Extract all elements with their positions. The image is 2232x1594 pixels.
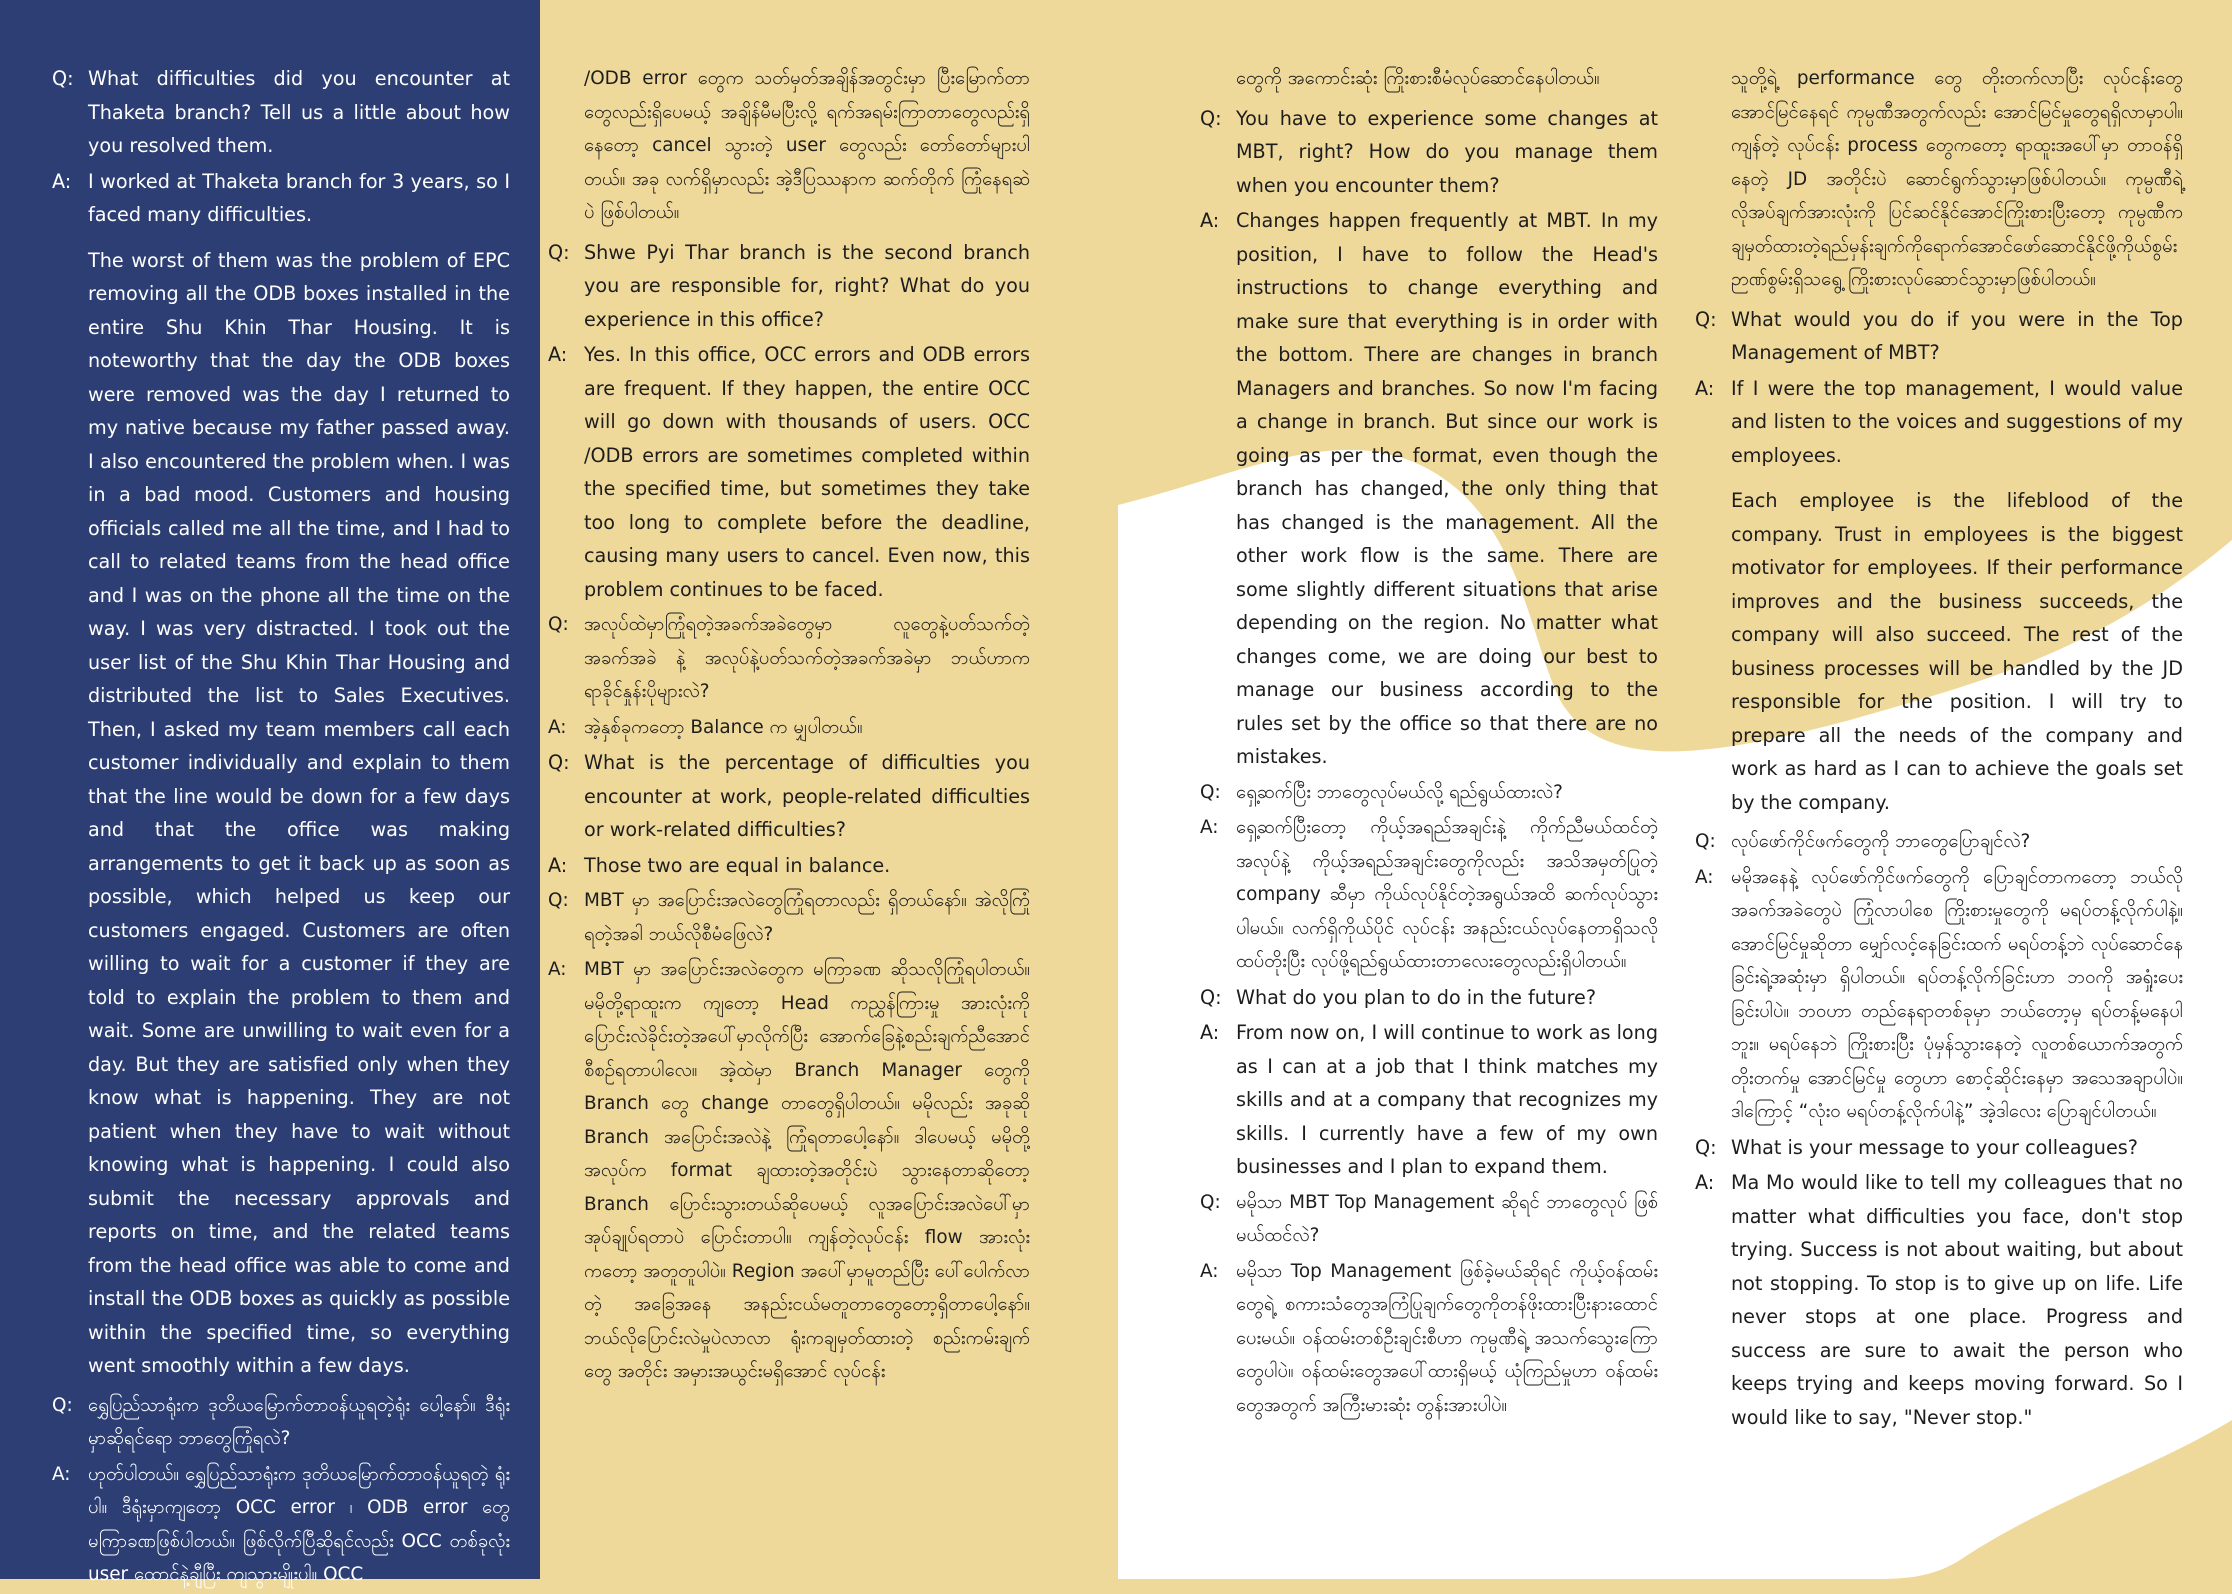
qa-text: What is your message to your colleagues?	[1731, 1135, 2138, 1159]
qa-text: လုပ်ဖော်ကိုင်ဖက်တွေကို ဘာတွေပြောချင်လဲ?	[1731, 831, 2031, 852]
qa-text: ဟုတ်ပါတယ်။ ရွှေပြည်သာရုံးက ဒုတိယမြောက်တာဝန်ယူရတဲ့ ရုံးပါ။ ဒီရုံးမှာကျတော့ OCC error ၊ ODB error တွေ မကြာခဏဖြစ်ပါတယ်။ ဖြစ်လိုက်ပြီဆိုရင်လည်း OCC တစ်ခုလုံး user ထောင်နဲ့ချီပြီး ကျသွားမျိုးပါ။ OCC	[88, 1463, 510, 1585]
answer-block	[548, 849, 1030, 883]
question-block	[548, 608, 1030, 709]
answer-continuation: တွေကို အကောင်းဆုံး ကြိုးစားစီမံလုပ်ဆောင်နေပါတယ်။	[1236, 68, 1600, 89]
question-block	[1695, 825, 2183, 859]
answer-block	[1695, 1166, 2183, 1434]
question-block	[1200, 1186, 1658, 1253]
question-block	[548, 236, 1030, 337]
qa-tag: A:	[1200, 209, 1220, 232]
qa-text: ရှေ့ဆက်ပြီး ဘာတွေလုပ်မယ်လို့ ရည်ရွယ်ထားလဲ?	[1236, 781, 1563, 803]
answer-block	[1200, 811, 1658, 979]
qa-tag: A:	[548, 959, 567, 980]
answer-block	[548, 338, 1030, 606]
question-block	[1200, 102, 1658, 203]
answer-block	[1695, 372, 2183, 473]
answer-block	[548, 953, 1030, 1389]
qa-text: ရှေ့ဆက်ပြီးတော့ ကိုယ့်အရည်အချင်းနဲ့ ကိုက်ညီမယ်ထင်တဲ့အလုပ်နဲ့ ကိုယ့်အရည်အချင်းတွေကိုလည်း အသိအမှတ်ပြုတဲ့ company ဆီမှာ ကိုယ်လုပ်နိုင်တဲ့အရွယ်အထိ ဆက်လုပ်သွားပါမယ်။ လက်ရှိကိုယ်ပိုင် လုပ်ငန်း အနည်းငယ်လုပ်နေတာရှိသလို ထပ်တိုးပြီး လုပ်ဖို့ရည်ရွယ်ထားတာလေးတွေလည်းရှိပါတယ်။	[1236, 817, 1658, 972]
question-block	[548, 884, 1030, 951]
qa-tag: A:	[548, 716, 567, 738]
question-block	[1200, 776, 1658, 810]
qa-text: You have to experience some changes at MBT, right? How do you manage them when you encounter them?	[1236, 106, 1658, 197]
answer-paragraph: Each employee is the lifeblood of the company. Trust in employees is the biggest motivator for employees. If their performance improves and the business succeeds, the company will also succeed. The rest of the business processes will be handled by the JD responsible for the position. I will try to prepare all the needs of the company and work as hard as I can to achieve the goals set by the company.	[1731, 489, 2183, 814]
qa-tag: A:	[52, 1463, 71, 1485]
qa-text: MBT မှာ အပြောင်းအလဲတွေက မကြာခဏ ဆိုသလိုကြုံရပါတယ်။ မမိုတို့ရာထူးက ကျတော့ Head ကညွှန်ကြားမှု အားလုံးကို ပြောင်းလဲခိုင်းတဲ့အပေါ်မှာလိုက်ပြီး အောက်ခြေနဲ့စည်းချက်ညီအောင် စီစဉ်ရတာပါလေ။ အဲ့ထဲမှာ Branch Manager တွေကို Branch တွေ change တာတွေရှိပါတယ်။ မမိုလည်း အခုဆို Branch အပြောင်းအလဲနဲ့ ကြုံရတာပေါ့နော်။ ဒါပေမယ့် မမိုတို့အလုပ်က format ချထားတဲ့အတိုင်းပဲ သွားနေတာဆိုတော့ Branch ပြောင်းသွားတယ်ဆိုပေမယ့် လူအပြောင်းအလဲပေါ်မှာ အုပ်ချုပ်ရတာပဲ ပြောင်းတာပါ။ ကျန်တဲ့လုပ်ငန်း flow အားလုံးကတော့ အတူတူပါပဲ။ Region အပေါ်မှာမူတည်ပြီး ပေါ်ပေါက်လာတဲ့ အခြေအနေ အနည်းငယ်မတူတာတွေတော့ရှိတာပေါ့နော်။ ဘယ်လိုပြောင်းလဲမှုပဲလာလာ ရုံးကချမှတ်ထားတဲ့ စည်းကမ်းချက်တွေ အတိုင်း အမှားအယွင်းမရှိအောင် လုပ်ငန်း	[584, 959, 1030, 1382]
answer-continuation: သူတို့ရဲ့ performance တွေ တိုးတက်လာပြီး လုပ်ငန်းတွေ အောင်မြင်နေရင် ကုမ္ပဏီအတွက်လည်း အောင်မြင်မှုတွေရရှိလာမှာပါ။ ကျန်တဲ့ လုပ်ငန်း process တွေကတော့ ရာထူးအပေါ်မှာ တာဝန်ရှိနေတဲ့ JD အတိုင်းပဲ ဆောင်ရွက်သွားမှာဖြစ်ပါတယ်။ ကုမ္ပဏီရဲ့လိုအပ်ချက်အားလုံးကို ပြင်ဆင်နိုင်အောင်ကြိုးစားပြီးတော့ ကုမ္ပဏီက ချမှတ်ထားတဲ့ရည်မှန်းချက်ကိုရောက်အောင်ဖော်ဆောင်နိုင်ဖို့ကိုယ်စွမ်းဉာဏ်စွမ်းရှိသရွေ့ ကြိုးစားလုပ်ဆောင်သွားမှာဖြစ်ပါတယ်။	[1731, 68, 2183, 290]
question-block	[1695, 303, 2183, 370]
qa-text: Shwe Pyi Thar branch is the second branch you are responsible for, right? What do you experience in this office?	[584, 240, 1030, 331]
qa-tag: A:	[548, 343, 568, 366]
qa-text: မမိုအနေနဲ့ လုပ်ဖော်ကိုင်ဖက်တွေကို ပြောချင်တာကတော့ ဘယ်လိုအခက်အခဲတွေပဲ ကြုံလာပါစေ ကြိုးစားမှုတွေကို မရပ်တန့်လိုက်ပါနဲ့။ အောင်မြင်မှုဆိုတာ မျှော်လင့်နေခြင်းထက် မရပ်တန့်ဘဲ လုပ်ဆောင်နေခြင်းရဲ့အဆုံးမှာ ရှိပါတယ်။ ရပ်တန့်လိုက်ခြင်းဟာ ဘဝကို အရှုံးပေးခြင်းပါပဲ။ ဘဝဟာ တည်နေရာတစ်ခုမှာ ဘယ်တော့မှ ရပ်တန့်မနေပါဘူး။ မရပ်နေဘဲ ကြိုးစားပြီး ပုံမှန်သွားနေတဲ့ လူတစ်ယောက်အတွက် တိုးတက်မှု အောင်မြင်မှု တွေဟာ စောင့်ဆိုင်းနေမှာ အသေအချာပါပဲ။ ဒါကြောင့် “လုံးဝ မရပ်တန့်လိုက်ပါနဲ့” အဲ့ဒါလေး ပြောချင်ပါတယ်။	[1731, 866, 2183, 1122]
qa-text: What do you plan to do in the future?	[1236, 985, 1597, 1009]
question-block	[52, 62, 510, 163]
qa-tag: A:	[1695, 376, 1715, 400]
answer-block	[1200, 204, 1658, 774]
qa-text: What would you do if you were in the Top Management of MBT?	[1731, 307, 2183, 364]
question-block	[52, 1389, 510, 1456]
answer-block	[548, 711, 1030, 745]
qa-tag: A:	[1200, 1260, 1219, 1282]
qa-tag: A:	[52, 169, 72, 193]
qa-text: From now on, I will continue to work as long as I can at a job that I think matches my skills and at a company that recognizes my skills. I currently have a few of my own businesses and I plan to expand them.	[1236, 1021, 1658, 1178]
answer-continuation: /ODB error တွေက သတ်မှတ်အချိန်အတွင်းမှာ ပြီးမြောက်တာတွေလည်းရှိပေမယ့် အချိန်မီမပြီးလို့ ရက်အရမ်းကြာတာတွေလည်းရှိနေတော့ cancel သွားတဲ့ user တွေလည်း တော်တော်များပါတယ်။ အခု လက်ရှိမှာလည်း အဲ့ဒီပြဿနာက ဆက်တိုက် ကြုံနေရဆဲ ပဲ ဖြစ်ပါတယ်။	[584, 68, 1030, 223]
question-block	[1695, 1131, 2183, 1165]
qa-tag: Q:	[1200, 106, 1222, 130]
answer-block	[52, 165, 510, 232]
answer-block	[52, 1458, 510, 1592]
qa-text: Yes. In this office, OCC errors and ODB errors are frequent. If they happen, the entire OCC will go down with thousands of users. OCC /ODB errors are sometimes completed within the specified time, but sometimes they take too long to complete before the deadline, causing many users to cancel. Even now, this problem continues to be faced.	[584, 343, 1030, 601]
answer-block	[1695, 861, 2183, 1129]
column-1	[52, 62, 510, 1594]
qa-tag: Q:	[548, 614, 569, 635]
qa-tag: Q:	[1200, 985, 1222, 1009]
qa-text: I worked at Thaketa branch for 3 years, so I faced many difficulties.	[88, 169, 510, 226]
answer-paragraph: The worst of them was the problem of EPC removing all the ODB boxes installed in the entire Shu Khin Thar Housing. It is noteworthy that the day the ODB boxes were removed was the day I returned to my native because my father passed away. I also encountered the problem when. I was in a bad mood. Customers and housing officials called me all the time, and I had to call to related teams from the head office and I was on the phone all the time on the way. I was very distracted. I took out the user list of the Shu Khin Thar Housing and distributed the list to Sales Executives. Then, I asked my team members call each customer individually and explain to them that the line would be down for a few days and that the office was making arrangements to get it back up as soon as possible, which helped us keep our customers engaged. Customers are often willing to wait for a customer if they are told to explain the problem to them and wait. Some are unwilling to wait even for a day. But they are satisfied only when they know what is happening. They are not patient when they have to wait without knowing what is happening. I could also submit the necessary approvals and reports on time, and the related teams from the head office was able to come and install the ODB boxes as quickly as possible within the specified time, so everything went smoothly within a few days.	[88, 248, 510, 1377]
qa-tag: A:	[548, 853, 568, 877]
qa-text: MBT မှာ အပြောင်းအလဲတွေကြုံရတာလည်း ရှိတယ်နော်။ အဲလိုကြုံရတဲ့အခါ ဘယ်လိုစီမံဖြေလဲ?	[584, 890, 1030, 945]
answer-block	[1200, 1016, 1658, 1184]
qa-tag: A:	[1200, 817, 1219, 838]
qa-tag: Q:	[1695, 1135, 1717, 1159]
qa-text: What is the percentage of difficulties you encounter at work, people-related difficulties or work-related difficulties?	[584, 751, 1030, 841]
column-2	[548, 62, 1030, 1391]
qa-tag: Q:	[52, 1394, 73, 1416]
column-4	[1695, 62, 2183, 1436]
qa-tag: Q:	[52, 67, 74, 90]
qa-text: မမိုသာ Top Management ဖြစ်ခဲ့မယ်ဆိုရင် ကိုယ့်ဝန်ထမ်းတွေရဲ့ စကားသံတွေအကြံပြုချက်တွေကိုတန်ဖိုးထားပြီးနားထောင်ပေးမယ်။ ဝန်ထမ်းတစ်ဦးချင်းစီဟာ ကုမ္ပဏီရဲ့ အသက်သွေးကြောတွေပါပဲ။ ဝန်ထမ်းတွေအပေါ်ထားရှိမယ့် ယုံကြည်မှုဟာ ဝန်ထမ်းတွေအတွက် အကြီးမားဆုံး တွန်းအားပါပဲ။	[1236, 1260, 1658, 1416]
qa-text: ရွှေပြည်သာရုံးက ဒုတိယမြောက်တာဝန်ယူရတဲ့ရုံး ပေါ့နော်။ ဒီရုံးမှာဆိုရင်ရော ဘာတွေကြုံရလဲ?	[88, 1394, 510, 1449]
qa-tag: A:	[1200, 1021, 1220, 1044]
qa-tag: Q:	[548, 240, 570, 264]
question-block	[1200, 981, 1658, 1015]
qa-text: Those two are equal in balance.	[584, 853, 891, 877]
qa-tag: Q:	[548, 751, 570, 774]
column-3	[1200, 62, 1658, 1424]
answer-block	[1200, 1255, 1658, 1423]
qa-text: Ma Mo would like to tell my colleagues that no matter what difficulties you face, don't stop trying. Success is not about waiting, but about not stopping. To stop is to give up on life. Life never stops at one place. Progress and success are sure to await the person who keeps trying and keeps moving forward. So I would like to say, "Never stop."	[1731, 1171, 2183, 1429]
qa-tag: Q:	[548, 890, 569, 911]
question-block	[548, 746, 1030, 847]
qa-text: မမိုသာ MBT Top Management ဆိုရင် ဘာတွေလုပ် ဖြစ်မယ်ထင်လဲ?	[1236, 1191, 1658, 1246]
qa-text: Changes happen frequently at MBT. In my position, I have to follow the Head's instructions to change everything and make sure that everything is in order with the bottom. There are changes in branch Managers and branches. So now I'm facing a change in branch. But since our work is going as per the format, even though the branch has changed, the only thing that has changed is the management. All the other work flow is the same. There are some slightly different situations that arise depending on the region. No matter what changes come, we are doing our best to manage our business according to the rules set by the office so that there are no mistakes.	[1236, 209, 1658, 768]
qa-text: အဲ့နှစ်ခုကတော့ Balance က မျှပါတယ်။	[584, 716, 863, 738]
qa-text: If I were the top management, I would value and listen to the voices and suggestions of my employees.	[1731, 376, 2183, 467]
qa-tag: Q:	[1200, 1191, 1221, 1213]
qa-tag: Q:	[1695, 831, 1716, 852]
qa-tag: Q:	[1200, 781, 1221, 803]
qa-tag: A:	[1695, 1171, 1715, 1194]
qa-text: အလုပ်ထဲမှာကြုံရတဲ့အခက်အခဲတွေမှာ လူတွေနဲ့ပတ်သက်တဲ့အခက်အခဲ နဲ့ အလုပ်နဲ့ပတ်သက်တဲ့အခက်အခဲမှာ ဘယ်ဟာက ရာခိုင်နှုန်းပိုများလဲ?	[584, 614, 1030, 702]
qa-tag: Q:	[1695, 307, 1717, 331]
qa-text: What difficulties did you encounter at Thaketa branch? Tell us a little about how you resolved them.	[88, 67, 510, 157]
qa-tag: A:	[1695, 866, 1714, 888]
